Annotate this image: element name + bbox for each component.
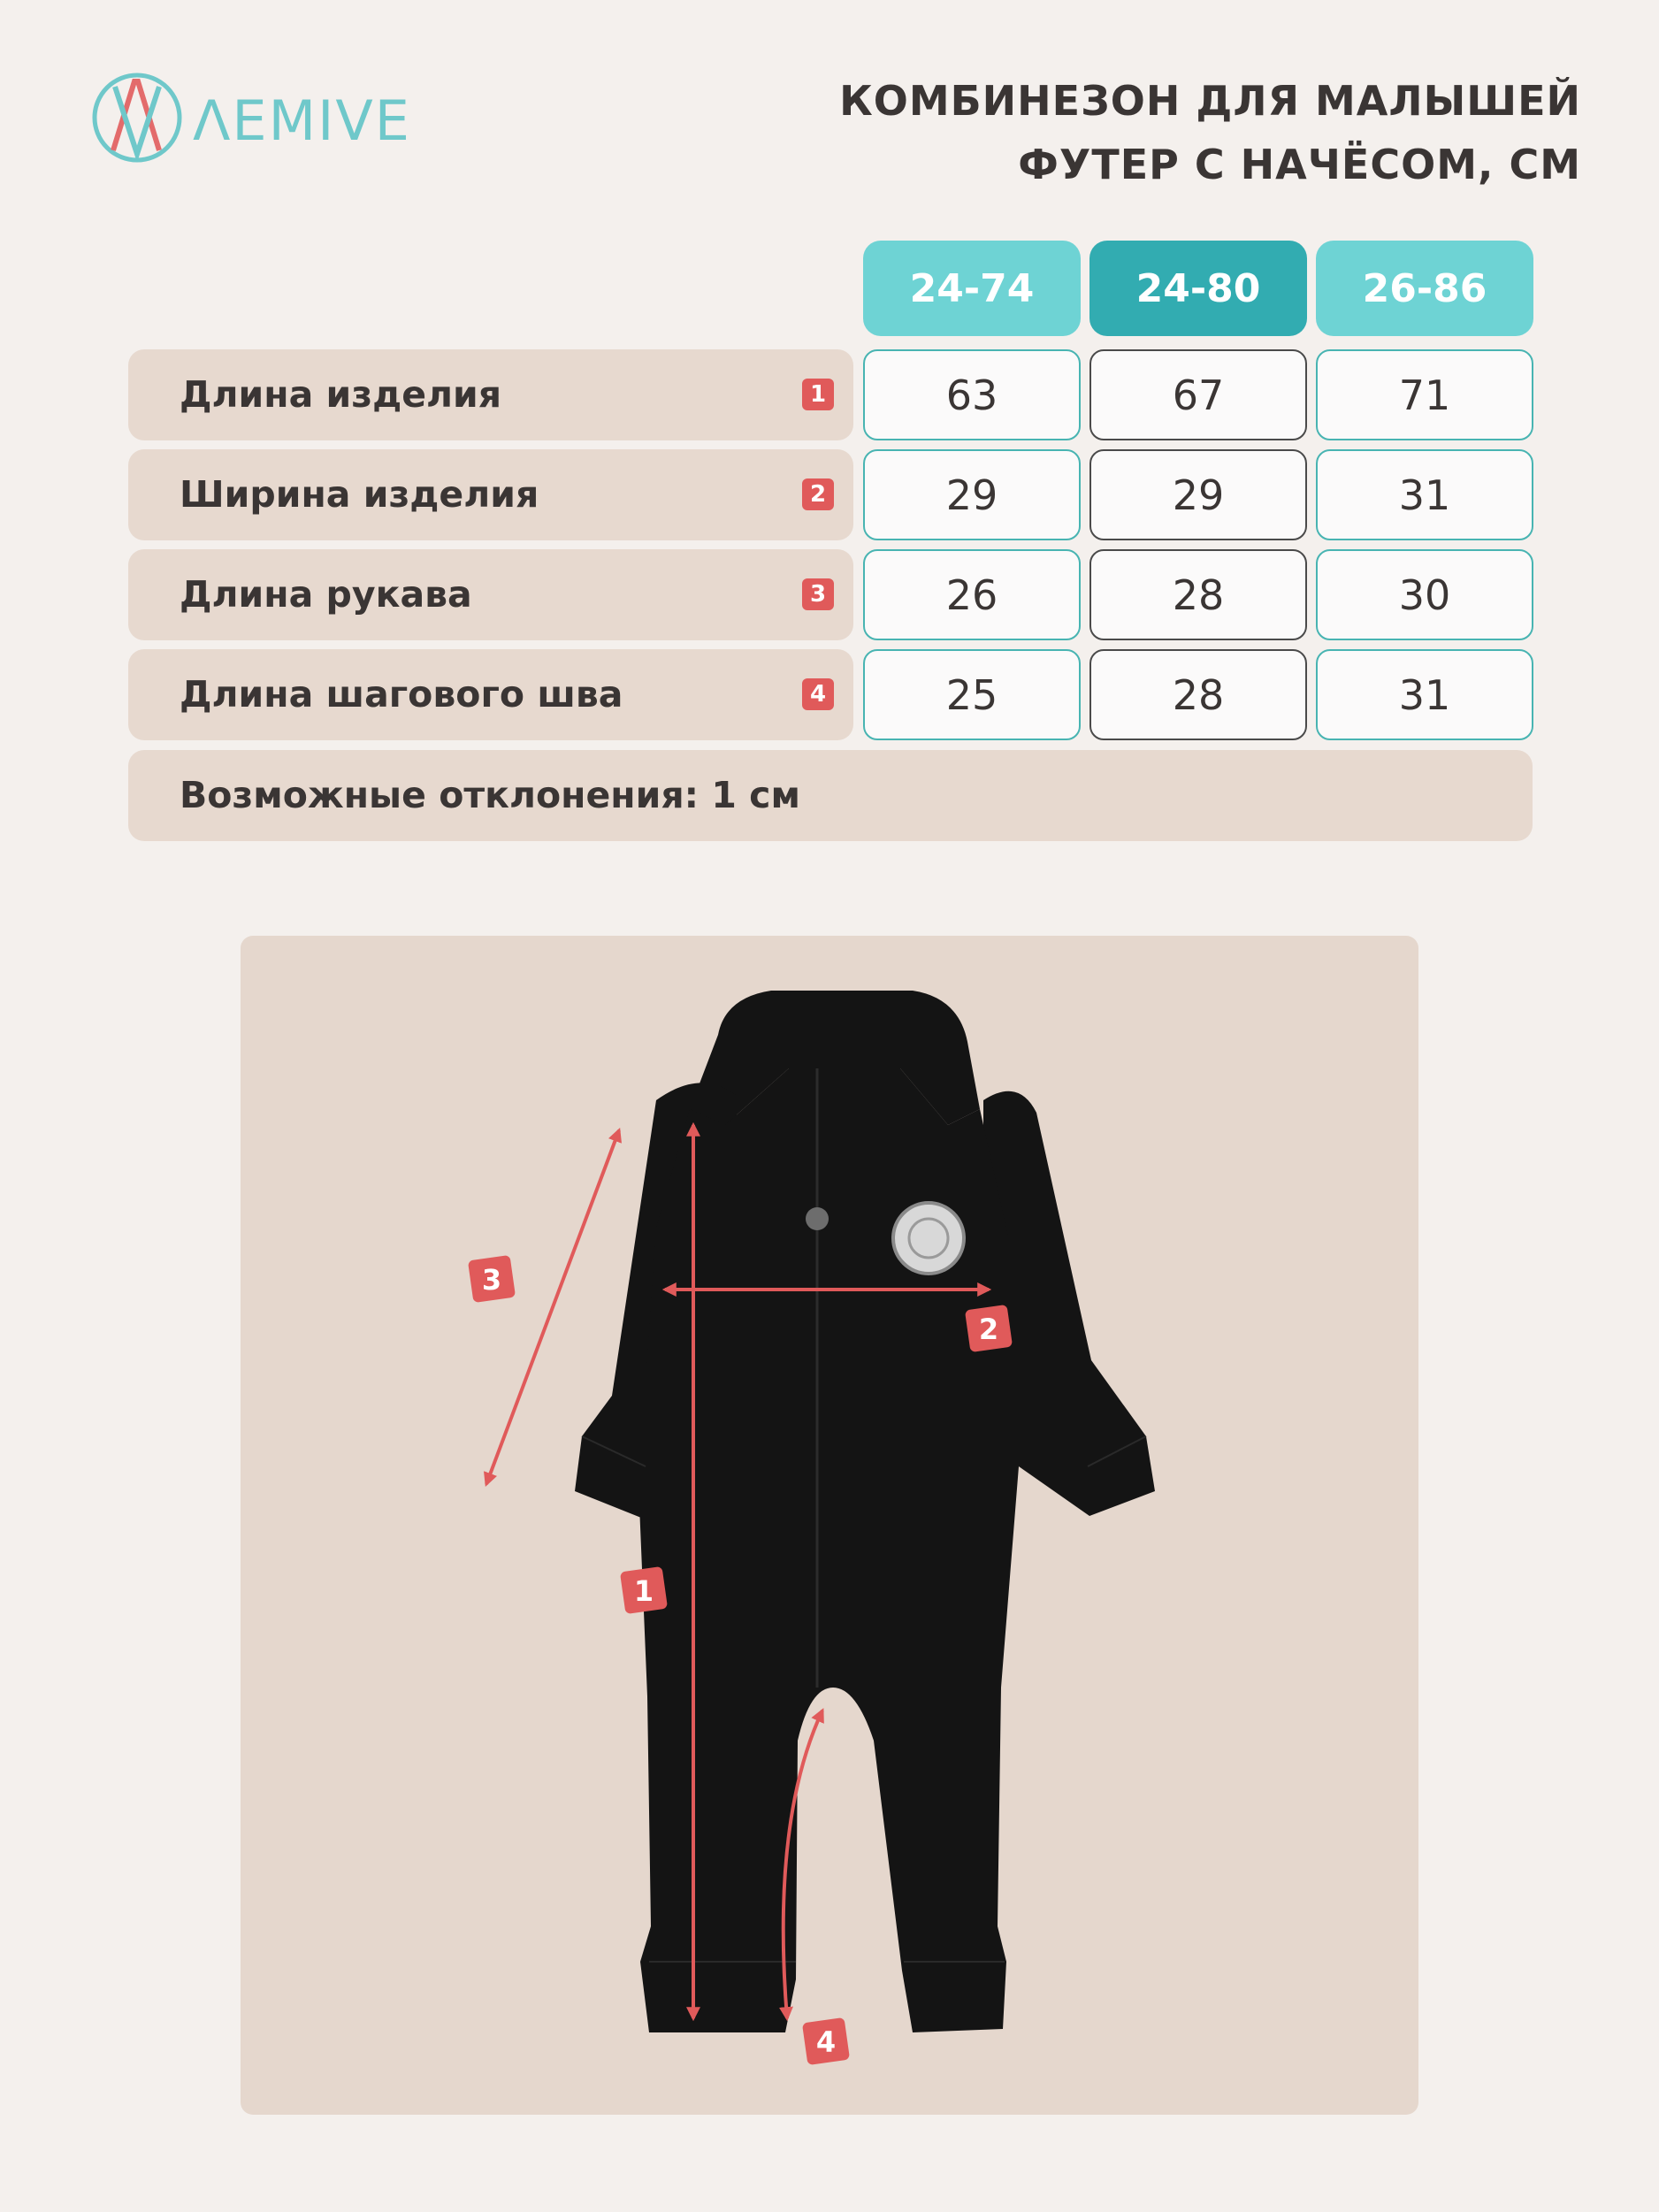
table-cell: 28	[1089, 549, 1307, 640]
product-image	[241, 936, 1418, 2115]
table-cell: 30	[1316, 549, 1533, 640]
marker-4-label: 4	[815, 2025, 837, 2059]
marker-2-label: 2	[978, 1313, 999, 1346]
row-number-badge: 4	[802, 678, 834, 710]
table-cell: 25	[863, 649, 1081, 740]
page-title	[839, 69, 1581, 196]
table-cell: 26	[863, 549, 1081, 640]
table-cell: 29	[1089, 449, 1307, 540]
row-label-2	[128, 449, 853, 540]
table-cell: 71	[1316, 349, 1533, 440]
marker-4	[802, 2017, 850, 2065]
row-label-1	[128, 349, 853, 440]
table-cell: 31	[1316, 449, 1533, 540]
table-cell: 28	[1089, 649, 1307, 740]
tolerance-note	[128, 750, 1533, 841]
tolerance-note-text: Возможные отклонения: 1 см	[180, 774, 800, 816]
row-number-badge: 1	[802, 379, 834, 410]
size-header-3: 26-86	[1316, 241, 1533, 336]
row-label-text: Длина рукава	[180, 573, 472, 616]
table-cell: 31	[1316, 649, 1533, 740]
marker-1	[620, 1566, 668, 1614]
row-label-4	[128, 649, 853, 740]
size-header-1: 24-74	[863, 241, 1081, 336]
row-label-text: Длина изделия	[180, 373, 502, 416]
patch-badge-icon	[893, 1203, 964, 1274]
table-cell: 63	[863, 349, 1081, 440]
table-cell: 29	[863, 449, 1081, 540]
brand-mark-icon	[88, 69, 186, 166]
row-label-3	[128, 549, 853, 640]
title-line-1: КОМБИНЕЗОН ДЛЯ МАЛЫШЕЙ	[839, 77, 1581, 125]
title-line-2: ФУТЕР С НАЧЁСОМ, СМ	[1018, 141, 1581, 188]
row-number-badge: 2	[802, 478, 834, 510]
marker-3-label: 3	[481, 1263, 502, 1297]
zipper-pull-icon	[806, 1207, 829, 1230]
marker-1-label: 1	[633, 1574, 654, 1608]
row-label-text: Длина шагового шва	[180, 673, 623, 716]
marker-3	[468, 1255, 516, 1303]
brand-name: ΛEMIVE	[193, 88, 411, 153]
table-cell: 67	[1089, 349, 1307, 440]
brand-logo	[88, 69, 460, 166]
row-number-badge: 3	[802, 578, 834, 610]
marker-2	[965, 1305, 1013, 1352]
row-label-text: Ширина изделия	[180, 473, 539, 516]
jumpsuit-icon	[575, 991, 1155, 2032]
size-header-2: 24-80	[1089, 241, 1307, 336]
jumpsuit-diagram	[241, 936, 1418, 2115]
